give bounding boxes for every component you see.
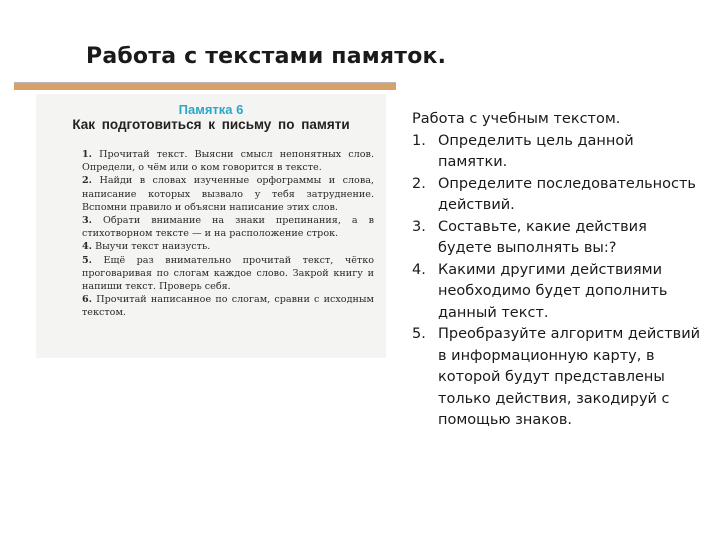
slide-title: Работа с текстами памяток.	[86, 44, 447, 69]
memo-label: Памятка 6	[178, 102, 244, 117]
accent-bar	[14, 83, 396, 90]
memo-step	[82, 174, 374, 214]
memo-step-text: Выучи текст наизусть.	[95, 241, 211, 253]
memo-step-text: Найди в словах изученные орфограммы и слова, написание которых вызвало у тебя затруднение. Вспомни правило и объясни написание этих слов.	[82, 175, 374, 213]
assignment-item-number: 4.	[412, 261, 426, 278]
memo-body	[82, 148, 374, 320]
assignment-list	[412, 131, 704, 432]
memo-step	[82, 148, 374, 174]
assignment-item-number: 5.	[412, 326, 426, 342]
assignment-item	[412, 131, 704, 174]
memo-step	[82, 214, 374, 240]
memo-step-text: Прочитай текст. Выясни смысл непонятных слов. Определи, о чём или о ком говорится в тексте.	[82, 149, 374, 174]
assignment-intro: Работа с учебным текстом.	[412, 111, 621, 127]
memo-step-number: 1.	[82, 149, 93, 160]
assignment-item-text: Составьте, какие действия будете выполнять вы:?	[438, 218, 647, 256]
assignment-item-text: Какими другими действиями необходимо будет дополнить данный текст.	[438, 261, 668, 321]
memo-step-number: 2.	[82, 175, 93, 187]
memo-step-number: 5.	[82, 254, 93, 266]
memo-step-text: Прочитай написанное по слогам, сравни с исходным текстом.	[82, 294, 374, 319]
assignment-item-number: 2.	[412, 175, 426, 192]
assignment-item-number: 3.	[412, 218, 426, 235]
memo-step	[82, 254, 374, 294]
memo-step	[82, 240, 374, 253]
assignment-item	[412, 217, 704, 260]
memo-heading: Как подготовиться к письму по памяти	[72, 117, 350, 132]
memo-step	[82, 293, 374, 319]
memo-card	[36, 94, 386, 358]
assignment-item-text: Определить цель данной памятки.	[438, 132, 634, 170]
assignment-item	[412, 260, 704, 325]
memo-step-text: Ещё раз внимательно прочитай текст, чётко проговаривая по слогам каждое слово. Закрой книгу и напиши текст. Проверь себя.	[82, 254, 374, 293]
memo-step-text: Обрати внимание на знаки препинания, а в стихотворном тексте — и на расположение строк.	[82, 215, 374, 240]
assignment-item	[412, 324, 704, 432]
assignment-item-number: 1.	[412, 132, 426, 149]
memo-step-number: 4.	[82, 241, 93, 253]
memo-step-number: 3.	[82, 215, 93, 227]
memo-step-number: 6.	[82, 294, 93, 306]
assignment-item-text: Преобразуйте алгоритм действий в информационную карту, в которой будут представлены только действия, закодируй с помощью знаков.	[438, 326, 701, 428]
assignment-item	[412, 174, 704, 217]
assignment-column	[412, 109, 704, 432]
assignment-item-text: Определите последовательность действий.	[438, 175, 696, 213]
